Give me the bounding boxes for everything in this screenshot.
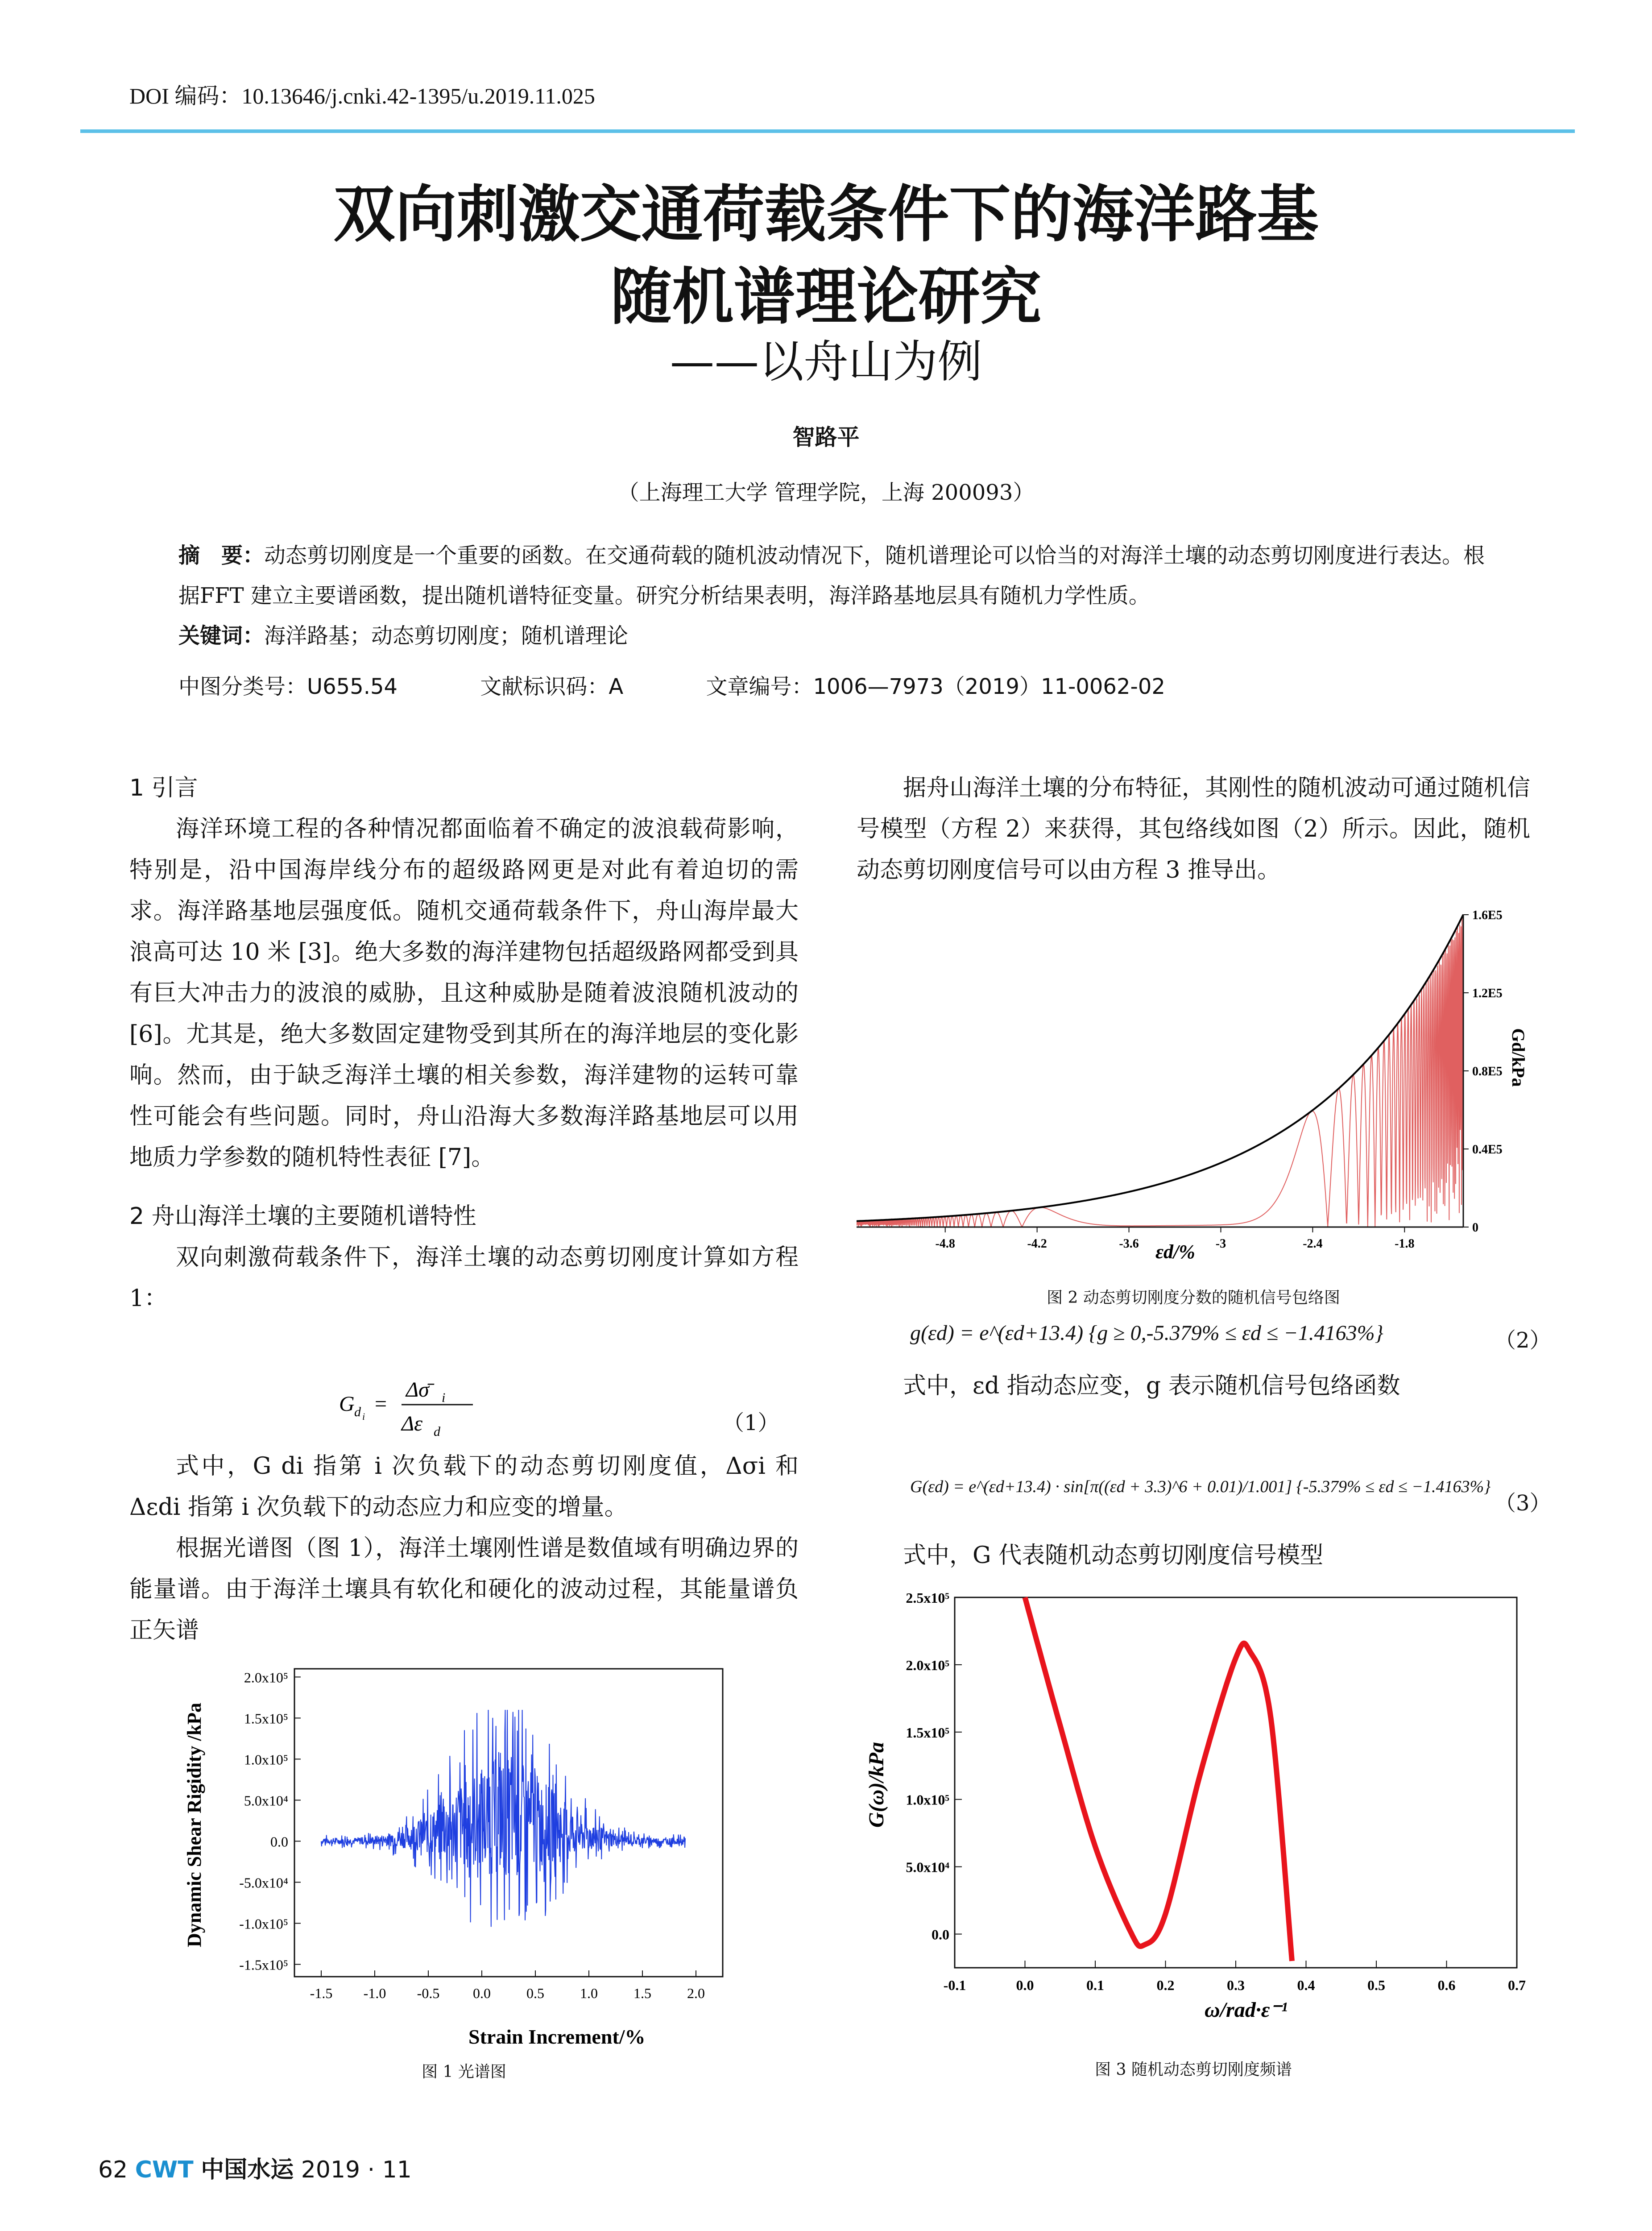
- page-number: 62: [98, 2156, 128, 2183]
- figure-3-ytick-label: 5.0x10⁴: [906, 1859, 949, 1875]
- figure-2-ytick-label: 1.2E5: [1472, 987, 1503, 1000]
- author: 智路平: [792, 424, 860, 450]
- figure-1-signal-line: [321, 1710, 685, 1927]
- svg-text:i: i: [442, 1390, 446, 1405]
- figure-1-xtick-label: -1.5: [310, 1985, 333, 2001]
- figure-1-ytick-label: 1.5x10⁵: [244, 1710, 288, 1727]
- figure-1-ytick-label: 0.0: [270, 1833, 288, 1850]
- title-line-2: 随机谱理论研究: [610, 260, 1042, 333]
- figure-3-xlabel: ω/rad·ε⁻¹: [1205, 1998, 1288, 2022]
- section-2-paragraph-1: 双向刺激荷载条件下，海洋土壤的动态剪切刚度计算如方程 1：: [129, 1244, 799, 1312]
- figure-2-ytick-label: 0.8E5: [1472, 1065, 1503, 1078]
- figure-3-xtick-label: 0.7: [1508, 1977, 1526, 1993]
- figure-3-xtick-label: 0.4: [1297, 1977, 1315, 1993]
- figure-1-xtick-label: -1.0: [363, 1985, 386, 2001]
- brand-logo: CWT: [135, 2156, 194, 2183]
- doc-code: 文献标识码：A: [480, 674, 624, 699]
- figure-1-xtick-label: -0.5: [417, 1985, 440, 2001]
- figure-2-ytick-label: 0: [1472, 1221, 1478, 1235]
- equation-3: G(εd) = e^(εd+13.4) · sin[π((εd + 3.3)^6 + 0.01)/1.001] {-5.379% ≤ εd ≤ −1.4163%}: [910, 1477, 1491, 1496]
- abstract: [178, 535, 1495, 616]
- right-paragraph-2: 式中，εd 指动态应变，g 表示随机信号包络函数: [903, 1373, 1400, 1399]
- figure-3-ytick-label: 2.0x10⁵: [906, 1657, 949, 1673]
- figure-1-caption: 图 1 光谱图: [422, 2063, 506, 2081]
- figure-1-xtick-label: 0.0: [473, 1985, 491, 2001]
- figure-2-xtick-label: -3.6: [1119, 1237, 1139, 1251]
- figure-3-xtick-label: 0.1: [1086, 1977, 1104, 1993]
- page-footer: [98, 2151, 412, 2184]
- section-1-title: 1 引言: [129, 775, 198, 801]
- figure-3-xtick-label: 0.2: [1156, 1977, 1175, 1993]
- keywords: [178, 616, 1495, 656]
- title-line-1: 双向刺激交通荷载条件下的海洋路基: [333, 178, 1319, 250]
- figure-2-xtick-label: -2.4: [1303, 1237, 1323, 1251]
- keywords-text: 海洋路基；动态剪切刚度；随机谱理论: [264, 623, 629, 648]
- magazine-name: 中国水运: [201, 2156, 294, 2183]
- figure-2-ytick-label: 1.6E5: [1472, 908, 1503, 922]
- figure-2-xtick-label: -1.8: [1395, 1237, 1415, 1251]
- figure-1-xtick-label: 0.5: [526, 1985, 544, 2001]
- figure-2-xlabel: εd/%: [1155, 1241, 1195, 1263]
- figure-3-xtick-label: 0.0: [1016, 1977, 1034, 1993]
- svg-text:d: d: [354, 1405, 361, 1419]
- affiliation: （上海理工大学 管理学院，上海 200093）: [617, 480, 1035, 505]
- figure-1-ytick-label: 2.0x10⁵: [244, 1669, 288, 1686]
- figure-1-ytick-label: -1.5x10⁵: [239, 1957, 288, 1973]
- abstract-block: [178, 535, 1495, 656]
- abstract-label: 摘 要：: [178, 543, 265, 568]
- keywords-label: 关键词：: [178, 623, 265, 648]
- header-rule: [80, 129, 1575, 133]
- figure-2-chart: [857, 906, 1544, 1263]
- figure-3-ytick-label: 1.0x10⁵: [906, 1791, 949, 1808]
- doi-line: DOI 编码：10.13646/j.cnki.42-1395/u.2019.11.025: [129, 83, 595, 108]
- figure-1-ytick-label: 1.0x10⁵: [244, 1751, 288, 1768]
- figure-1-xtick-label: 1.0: [580, 1985, 598, 2001]
- figure-3-ytick-label: 2.5x10⁵: [906, 1590, 949, 1606]
- figure-3-caption: 图 3 随机动态剪切刚度频谱: [1095, 2061, 1292, 2079]
- svg-text:Δσ̄: Δσ̄: [406, 1378, 429, 1402]
- abstract-text: 动态剪切刚度是一个重要的函数。在交通荷载的随机波动情况下，随机谱理论可以恰当的对海洋土壤的动态剪切刚度进行表达。根据FFT 建立主要谱函数，提出随机谱特征变量。研究分析结果表明，海洋路基地层具有随机力学性质。: [178, 543, 1485, 608]
- figure-3-ytick-label: 0.0: [932, 1926, 949, 1943]
- equation-1-formula: [339, 1370, 526, 1437]
- figure-2-xtick-label: -3: [1215, 1237, 1226, 1251]
- figure-2-ytick-label: 0.4E5: [1472, 1143, 1503, 1157]
- title-subtitle: ——以舟山为例: [670, 336, 982, 388]
- equation-3-number: （3）: [1495, 1491, 1551, 1516]
- right-column: [857, 767, 1530, 891]
- figure-3-ytick-label: 1.5x10⁵: [906, 1724, 949, 1741]
- figure-2-ylabel: Gd/kPa: [1508, 1028, 1528, 1087]
- svg-text:=: =: [375, 1392, 387, 1416]
- figure-1-xtick-label: 2.0: [687, 1985, 705, 2001]
- figure-2-xtick-label: -4.2: [1027, 1237, 1047, 1251]
- figure-2-caption: 图 2 动态剪切刚度分数的随机信号包络图: [1047, 1289, 1340, 1307]
- figure-1-ytick-label: -1.0x10⁵: [239, 1916, 288, 1932]
- figure-2-xtick-label: -4.8: [935, 1237, 955, 1251]
- article-number: 文章编号：1006—7973（2019）11-0062-02: [706, 674, 1165, 699]
- figure-1-ytick-label: 5.0x10⁴: [244, 1792, 288, 1809]
- classification-line: [178, 669, 1241, 700]
- figure-1-chart: [170, 1660, 749, 2053]
- figure-3-ylabel: G(ω)/kPa: [865, 1742, 888, 1828]
- figure-1-ylabel: Dynamic Shear Rigidity /kPa: [183, 1702, 205, 1948]
- section-1-paragraph: 海洋环境工程的各种情况都面临着不确定的波浪载荷影响，特别是，沿中国海岸线分布的超级路网更是对此有着迫切的需求。海洋路基地层强度低。随机交通荷载条件下，舟山海岸最大浪高可达 10 米 [3]。绝大多数的海洋建物包括超级路网都受到具有巨大冲击力的波浪的威胁，且这种威胁是随着波浪随机波动的 [6]。尤其是，绝大多数固定建物受到其所在的海洋地层的变化影响。然而，由于缺乏海洋土壤的相关参数，海洋建物的运转可靠性可能会有些问题。同时，舟山沿海大多数海洋路基地层可以用地质力学参数的随机特性表征 [7]。: [129, 816, 799, 1171]
- figure-3-curve: [1025, 1597, 1292, 1961]
- right-paragraph-3-wrap: [857, 1535, 1530, 1576]
- figure-1-ytick-label: -5.0x10⁴: [239, 1874, 288, 1891]
- equation-1-number: （1）: [723, 1410, 779, 1435]
- figure-1-xlabel: Strain Increment/%: [468, 2025, 646, 2048]
- svg-text:d: d: [434, 1424, 440, 1437]
- figure-3-xtick-label: 0.6: [1437, 1977, 1456, 1993]
- equation-2-number: （2）: [1495, 1328, 1551, 1353]
- section-2-paragraph-3: 根据光谱图（图 1），海洋土壤刚性谱是数值域有明确边界的能量谱。由于海洋土壤具有软化和硬化的波动过程，其能量谱负正矢谱: [129, 1535, 799, 1644]
- right-paragraph-2-wrap: [857, 1365, 1530, 1406]
- left-column: [129, 767, 799, 1319]
- svg-text:i: i: [362, 1411, 365, 1422]
- right-paragraph-1: 据舟山海洋土壤的分布特征，其刚性的随机波动可通过随机信号模型（方程 2）来获得，其包络线如图（2）所示。因此，随机动态剪切刚度信号可以由方程 3 推导出。: [857, 775, 1530, 883]
- equation-1: [339, 1370, 526, 1439]
- svg-text:Δε: Δε: [402, 1412, 423, 1435]
- figure-3-chart: [857, 1580, 1544, 2039]
- issue: 2019 · 11: [301, 2156, 412, 2183]
- equation-2: g(εd) = e^(εd+13.4) {g ≥ 0,-5.379% ≤ εd ≤ −1.4163%}: [910, 1321, 1383, 1345]
- section-2-title: 2 舟山海洋土壤的主要随机谱特性: [129, 1203, 476, 1230]
- right-paragraph-3: 式中，G 代表随机动态剪切刚度信号模型: [903, 1542, 1324, 1569]
- figure-3-xtick-label: -0.1: [943, 1977, 966, 1993]
- figure-3-xtick-label: 0.5: [1367, 1977, 1385, 1993]
- left-column-continued: [129, 1446, 799, 1651]
- figure-2-signal-line: [857, 918, 1463, 1227]
- section-2-paragraph-2: 式中，G di 指第 i 次负载下的动态剪切刚度值，Δσi 和 Δεdi 指第 i 次负载下的动态应力和应变的增量。: [129, 1453, 799, 1521]
- figure-3-xtick-label: 0.3: [1227, 1977, 1245, 1993]
- svg-text:G: G: [339, 1392, 355, 1416]
- figure-1-xtick-label: 1.5: [633, 1985, 651, 2001]
- clc-number: 中图分类号：U655.54: [178, 674, 398, 699]
